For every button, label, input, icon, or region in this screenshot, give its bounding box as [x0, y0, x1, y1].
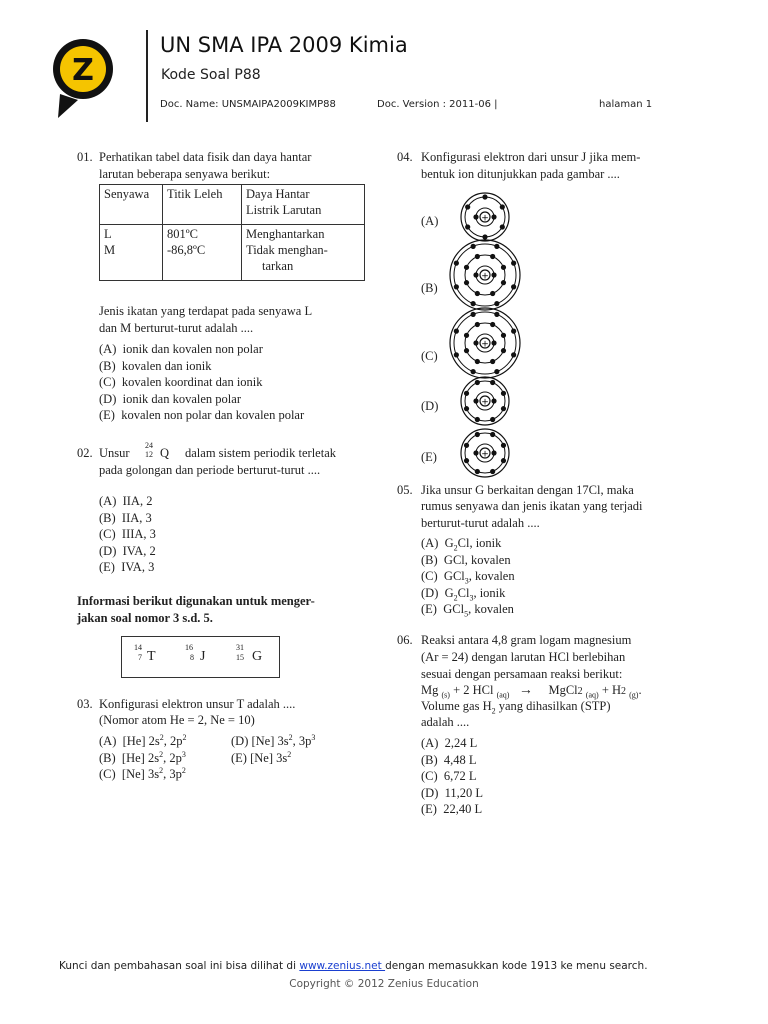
electron	[494, 369, 499, 374]
electron	[501, 443, 506, 448]
nucleus-sign: +	[481, 397, 489, 408]
question-number: 01.	[77, 150, 93, 164]
option-c[interactable]: (C) GCl$_3$, kovalen	[421, 569, 515, 586]
question-number: 04.	[397, 150, 413, 164]
page-number: halaman 1	[599, 99, 653, 110]
electron	[500, 204, 505, 209]
electron	[464, 458, 469, 463]
option-c[interactable]: (C) 6,72 L	[421, 769, 477, 783]
electron	[490, 380, 495, 385]
table-cell: Menghantarkan Tidak menghan- tarkan	[242, 225, 365, 281]
question-text: adalah ....	[421, 715, 470, 729]
option-b[interactable]: (B) IIA, 3	[99, 510, 152, 525]
electron	[501, 458, 506, 463]
nuclide-q: 24 12	[145, 441, 153, 459]
electron	[490, 469, 495, 474]
data-table	[99, 184, 365, 281]
electron	[464, 406, 469, 411]
option-e[interactable]: (E) IVA, 3	[99, 560, 155, 574]
electron	[475, 291, 480, 296]
electron	[464, 391, 469, 396]
electron	[490, 417, 495, 422]
electron	[490, 291, 495, 296]
electron	[501, 406, 506, 411]
header-divider	[146, 30, 148, 122]
question-text: Unsur	[99, 446, 130, 460]
electron	[494, 312, 499, 317]
element-symbol: J	[200, 649, 206, 664]
question-text: bentuk ion ditunjukkan pada gambar ....	[421, 167, 620, 181]
option-c[interactable]: (C) kovalen koordinat dan ionik	[99, 375, 263, 389]
electron	[465, 224, 470, 229]
zenius-logo	[52, 30, 114, 120]
electron	[471, 369, 476, 374]
electron	[473, 450, 478, 455]
option-d-label[interactable]: (D)	[421, 399, 439, 413]
question-text: (Nomor atom He = 2, Ne = 10)	[99, 713, 255, 727]
electron	[494, 301, 499, 306]
electron	[482, 194, 487, 199]
electron	[490, 254, 495, 259]
nuclide-j: 16 8	[185, 643, 194, 662]
electron	[501, 333, 506, 338]
table-header: Daya Hantar Listrik Larutan	[242, 185, 365, 225]
question-text: Jenis ikatan yang terdapat pada senyawa L	[99, 304, 313, 318]
question-text: Konfigurasi elektron unsur T adalah ....	[99, 697, 296, 711]
electron	[471, 244, 476, 249]
page-title: UN SMA IPA 2009 Kimia	[160, 33, 408, 57]
option-b[interactable]: (B) 4,48 L	[421, 752, 477, 767]
option-d[interactable]: (D) $G_2Cl_3$, ionik	[421, 585, 506, 602]
option-c-label[interactable]: (C)	[421, 349, 438, 363]
question-text: Jika unsur G berkaitan dengan 17Cl, maka	[421, 483, 634, 497]
question-number: 02.	[77, 446, 93, 460]
electron	[471, 301, 476, 306]
electron	[475, 359, 480, 364]
question-text: pada golongan dan periode berturut-turut ....	[99, 463, 321, 477]
electron	[491, 450, 496, 455]
electron	[471, 312, 476, 317]
electron	[464, 333, 469, 338]
option-e[interactable]: (E) 22,40 L	[421, 802, 483, 816]
electron	[490, 322, 495, 327]
question-text: dan M berturut-turut adalah ....	[99, 321, 254, 335]
electron	[464, 280, 469, 285]
nucleus-sign: +	[481, 339, 489, 350]
question-text: Perhatikan tabel data fisik dan daya hantar	[99, 150, 312, 164]
element-symbol: T	[147, 649, 156, 664]
electron	[491, 214, 496, 219]
nuclide-g: 31 15	[236, 643, 244, 662]
question-number: 03.	[77, 697, 93, 711]
question-number: 05.	[397, 483, 413, 497]
electron	[454, 352, 459, 357]
electron	[464, 265, 469, 270]
electron	[465, 204, 470, 209]
option-a[interactable]: (A) $G_2Cl$, ionik	[421, 536, 502, 553]
electron	[475, 469, 480, 474]
option-b[interactable]: (B) [He] $2s^2$, $2p^3$	[99, 749, 186, 765]
question-text: Konfigurasi elektron dari unsur J jika mem-	[421, 150, 641, 164]
option-a[interactable]: (A) IIA, 2	[99, 494, 153, 508]
electron	[491, 398, 496, 403]
electron	[500, 224, 505, 229]
option-e[interactable]: (E) kovalen non polar dan kovalen polar	[99, 408, 305, 422]
atom-diagrams	[440, 185, 550, 485]
doc-version: Doc. Version : 2011-06 |	[377, 99, 498, 110]
electron	[491, 272, 496, 277]
doc-name: Doc. Name: UNSMAIPA2009KIMP88	[160, 99, 336, 110]
electron	[490, 432, 495, 437]
electron	[464, 348, 469, 353]
question-text: larutan beberapa senyawa berikut:	[99, 167, 271, 181]
question-number: 06.	[397, 633, 413, 647]
electron	[475, 417, 480, 422]
electron	[501, 348, 506, 353]
option-c[interactable]: (C) IIIA, 3	[99, 527, 156, 541]
nucleus-sign: +	[481, 449, 489, 460]
atom-diagram-c	[450, 308, 520, 378]
atom-diagram-d	[461, 377, 509, 425]
electron	[475, 322, 480, 327]
option-d[interactable]: (D) IVA, 2	[99, 543, 156, 558]
electron	[454, 261, 459, 266]
atom-diagram-e	[461, 429, 509, 477]
electron	[454, 284, 459, 289]
table-cell: 801ºC -86,8ºC	[163, 225, 242, 281]
electron	[511, 261, 516, 266]
element-box	[121, 636, 280, 678]
option-e[interactable]: (E) GCl$_5$, kovalen	[421, 602, 514, 619]
electron	[482, 234, 487, 239]
option-b[interactable]: (B) GCl, kovalen	[421, 552, 511, 567]
option-b[interactable]: (B) kovalen dan ionik	[99, 358, 212, 373]
nucleus-sign: +	[481, 213, 489, 224]
question-text: Reaksi antara 4,8 gram logam magnesium	[421, 633, 632, 647]
electron	[511, 284, 516, 289]
electron	[490, 359, 495, 364]
reaction-equation: Mg $_{(s)}$ + 2 HCl $_{(aq)}$ → MgCl2 $_{(aq)}$ + H2 $_{(g)}$.	[421, 683, 642, 700]
electron	[454, 329, 459, 334]
nucleus-sign: +	[481, 271, 489, 282]
element-symbol: G	[252, 649, 263, 664]
footer-note: Kunci dan pembahasan soal ini bisa dilihat di www.zenius.net dengan memasukkan kode 1913 ke menu search.	[59, 960, 648, 972]
electron	[473, 340, 478, 345]
question-text: dalam sistem periodik terletak	[185, 446, 336, 460]
svg-text:Z: Z	[72, 53, 94, 88]
info-text: jakan soal nomor 3 s.d. 5.	[77, 611, 213, 625]
electron	[494, 244, 499, 249]
electron	[475, 254, 480, 259]
option-a[interactable]: (A) [He] $2s^2$, $2p^2$	[99, 732, 187, 748]
atom-diagram-a	[461, 193, 509, 241]
option-c[interactable]: (C) [Ne] $3s^2$, $3p^2$	[99, 765, 186, 781]
electron	[475, 432, 480, 437]
nuclide-t: 14 7	[134, 643, 142, 662]
question-text: sesuai dengan persamaan reaksi berikut:	[421, 667, 623, 681]
table-header: Titik Leleh	[163, 185, 242, 225]
element-symbol: Q	[160, 446, 170, 460]
electron	[473, 272, 478, 277]
zenius-link[interactable]: www.zenius.net	[299, 960, 386, 972]
question-text: berturut-turut adalah ....	[421, 516, 540, 530]
electron	[491, 340, 496, 345]
question-text: Volume gas $H_2$ yang dihasilkan (STP)	[421, 699, 611, 716]
electron	[464, 443, 469, 448]
electron	[511, 329, 516, 334]
page-subtitle: Kode Soal P88	[161, 67, 261, 83]
option-e[interactable]: (E) [Ne] $3s^2$	[231, 749, 292, 765]
question-text: (Ar = 24) dengan larutan HCl berlebihan	[421, 650, 626, 664]
electron	[501, 391, 506, 396]
table-header: Senyawa	[100, 185, 163, 225]
electron	[473, 214, 478, 219]
question-text: rumus senyawa dan jenis ikatan yang terjadi	[421, 499, 643, 513]
electron	[501, 265, 506, 270]
electron	[501, 280, 506, 285]
electron	[511, 352, 516, 357]
info-text: Informasi berikut digunakan untuk menger-	[77, 594, 315, 608]
option-b-label[interactable]: (B)	[421, 281, 438, 295]
electron	[473, 398, 478, 403]
option-d[interactable]: (D) 11,20 L	[421, 785, 484, 800]
option-d[interactable]: (D) ionik dan kovalen polar	[99, 391, 241, 406]
atom-diagram-b	[450, 240, 520, 310]
table-cell: L M	[100, 225, 163, 281]
option-a[interactable]: (A) ionik dan kovalen non polar	[99, 342, 263, 356]
copyright: Copyright © 2012 Zenius Education	[289, 978, 479, 990]
electron	[475, 380, 480, 385]
option-e-label[interactable]: (E)	[421, 450, 437, 464]
option-d[interactable]: (D) [Ne] $3s^2$, $3p^3$	[231, 732, 316, 748]
option-a-label[interactable]: (A)	[421, 214, 439, 228]
option-a[interactable]: (A) 2,24 L	[421, 736, 478, 750]
